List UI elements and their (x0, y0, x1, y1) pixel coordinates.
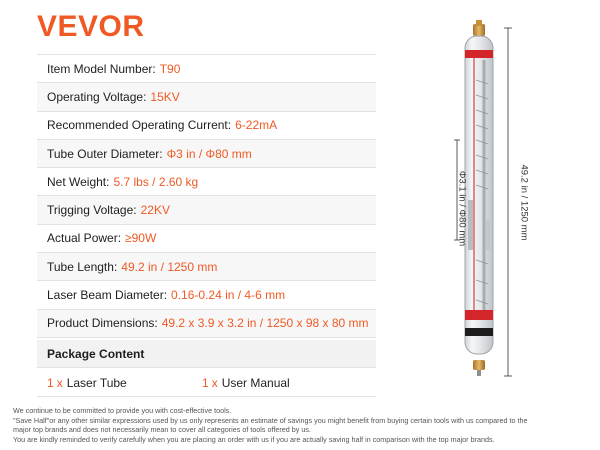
package-item-laser-tube (47, 376, 202, 390)
top-red-band (465, 50, 493, 58)
package-item-name: User Manual (221, 375, 290, 390)
spec-value: 0.16-0.24 in / 4-6 mm (171, 288, 286, 303)
bottom-brass-fitting (473, 360, 485, 370)
black-band (465, 328, 493, 336)
spec-row-length (37, 253, 376, 281)
spec-row-voltage (37, 83, 376, 111)
spec-row-weight (37, 168, 376, 196)
package-x: x (211, 375, 218, 390)
spec-label: Product Dimensions: (47, 316, 158, 331)
spec-row-beam-diameter (37, 281, 376, 309)
spec-row-power (37, 225, 376, 253)
package-x: x (56, 375, 63, 390)
package-qty: 1 (202, 375, 209, 390)
disclaimer-footnotes (13, 406, 593, 444)
spec-row-current (37, 112, 376, 140)
footnote-line: You are kindly reminded to verify carefully when you are placing an order with us if you are actually saving half in comparison with the top major brands. (13, 434, 495, 444)
footnote-line: major top brands and does not necessarily mean to cover all categories of tools offered by us. (13, 425, 311, 435)
spec-value: 22KV (140, 203, 170, 218)
spec-table (37, 54, 376, 338)
package-content-row (37, 369, 376, 397)
package-content-heading: Package Content (37, 340, 376, 368)
diameter-label: Φ3.1 in / Φ80 mm (456, 170, 468, 247)
spec-label: Tube Length: (47, 259, 118, 274)
bottom-terminal (477, 370, 481, 376)
spec-value: 49.2 x 3.9 x 3.2 in / 1250 x 98 x 80 mm (161, 316, 369, 331)
spec-value: ≥90W (125, 231, 157, 246)
top-terminal (476, 20, 482, 26)
spec-label: Laser Beam Diameter: (47, 288, 168, 303)
spec-row-trigging-voltage (37, 196, 376, 224)
spec-label: Actual Power: (47, 231, 122, 246)
spec-label: Trigging Voltage: (47, 203, 137, 218)
spec-row-model (37, 55, 376, 83)
footnote-line: "Save Half"or any other similar expressions used by us only represents an estimate of savings you might benefit from buying certain tools with us compared to the (13, 415, 528, 425)
footnote-line: We continue to be committed to provide you with cost-effective tools. (13, 406, 232, 415)
package-qty: 1 (47, 375, 54, 390)
spec-value: 49.2 in / 1250 mm (121, 259, 218, 274)
spec-label: Item Model Number: (47, 61, 156, 76)
spec-label: Net Weight: (47, 174, 110, 189)
length-label: 49.2 in / 1250 mm (518, 164, 530, 241)
spec-value: 15KV (150, 89, 180, 104)
outer-glass-tube (465, 36, 493, 354)
spec-value: 6-22mA (235, 118, 278, 133)
spec-value: 5.7 lbs / 2.60 kg (113, 174, 199, 189)
laser-tube-image (430, 20, 530, 400)
spec-value: Φ3 in / Φ80 mm (166, 146, 252, 161)
spec-label: Operating Voltage: (47, 89, 147, 104)
label-stripe (468, 200, 473, 250)
spec-value: T90 (159, 61, 181, 76)
spec-label: Tube Outer Diameter: (47, 146, 163, 161)
vevor-logo: VEVOR (37, 10, 145, 43)
spec-row-dimensions (37, 310, 376, 338)
bottom-red-band (465, 310, 493, 320)
label-stripe (486, 220, 490, 250)
spec-row-diameter (37, 140, 376, 168)
package-item-user-manual (202, 376, 357, 390)
spec-label: Recommended Operating Current: (47, 118, 232, 133)
package-item-name: Laser Tube (66, 375, 127, 390)
